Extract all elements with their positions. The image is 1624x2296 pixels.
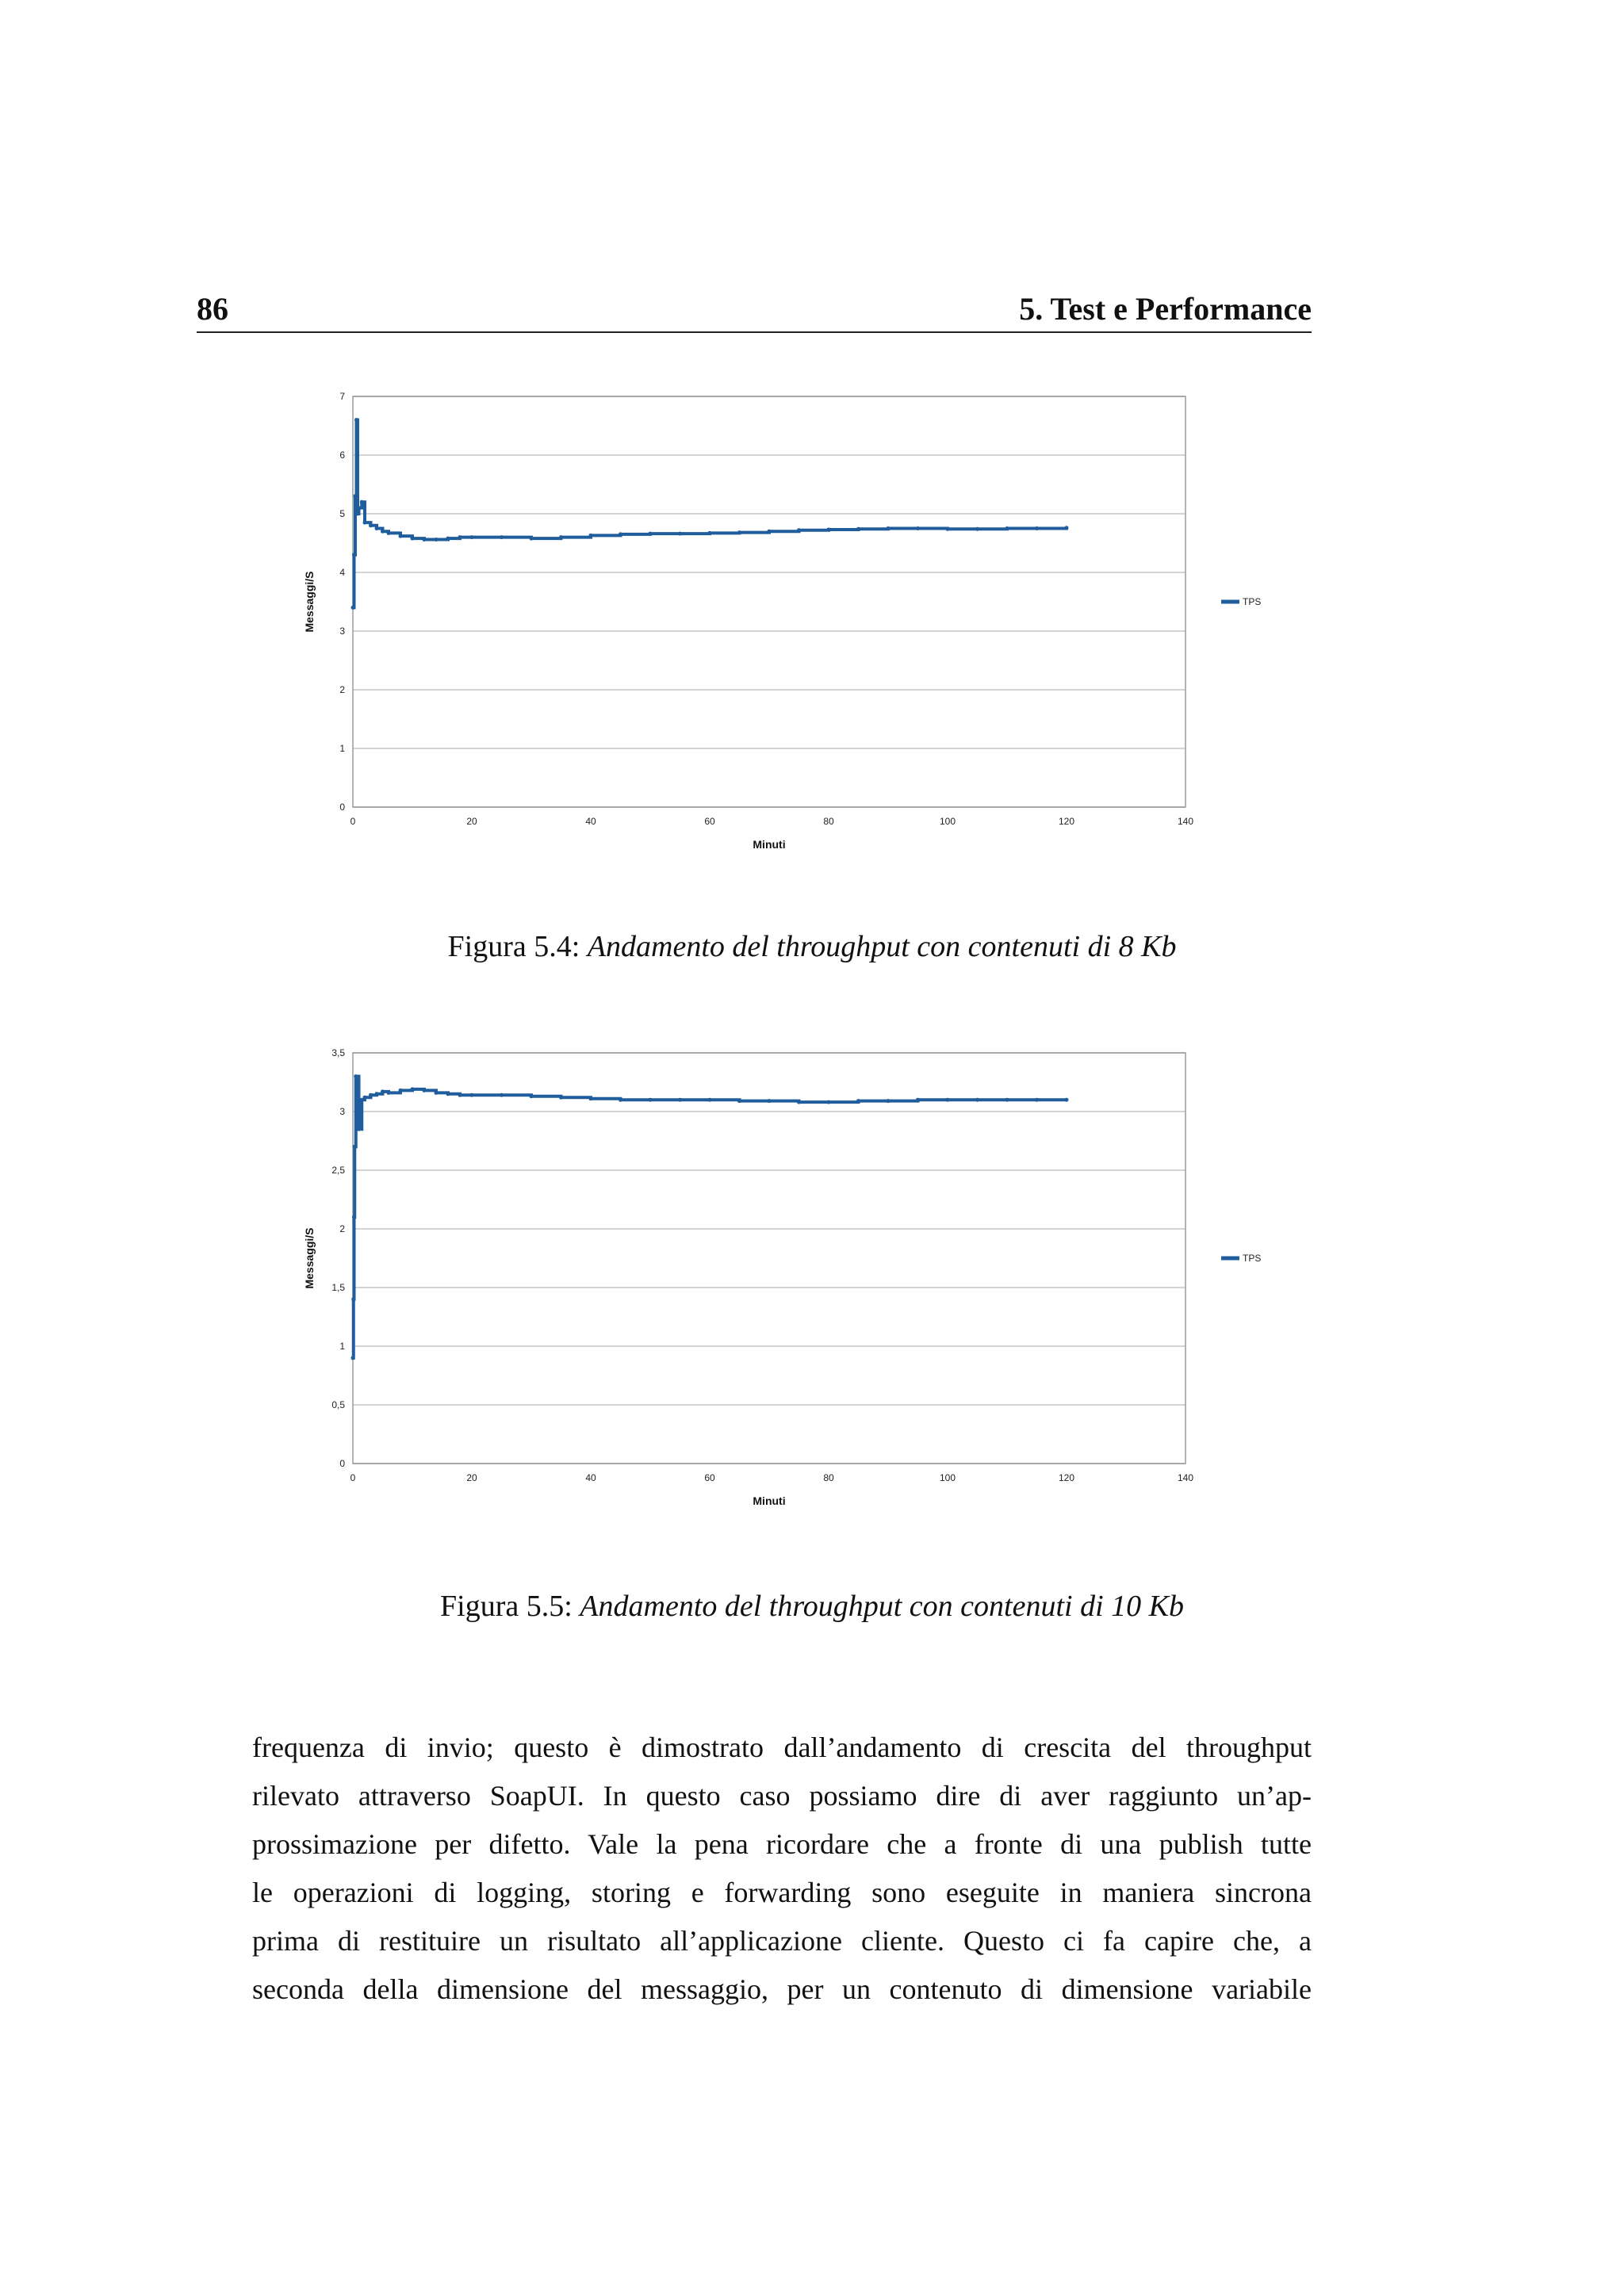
x-tick-label: 20 [466,1472,477,1483]
y-tick-label: 7 [339,391,345,402]
data-point [351,606,355,610]
header-rule [197,331,1312,333]
data-point [446,537,450,541]
data-point [411,1087,415,1091]
data-point [856,1099,860,1103]
y-tick-label: 0 [339,1458,345,1469]
data-point [946,527,950,531]
y-tick-label: 1 [339,1341,345,1352]
data-point [649,532,653,536]
data-point [1005,526,1009,530]
x-tick-label: 0 [350,1472,356,1483]
body-line: frequenza di invio; questo è dimostrato dall’andamento di crescita del throughput [252,1732,1312,1763]
data-point [708,531,712,535]
data-point [381,1089,385,1093]
data-point [1065,526,1069,530]
data-point [530,1094,534,1098]
data-point [530,537,534,541]
data-point [1005,1098,1009,1102]
chapter-title: 5. Test e Performance [1019,291,1312,327]
caption-text: Andamento del throughput con contenuti di 10 Kb [580,1590,1184,1623]
y-tick-label: 2,5 [331,1165,345,1176]
page-number: 86 [197,291,228,327]
data-point [678,1098,682,1102]
data-point [589,534,593,538]
data-point [827,527,831,531]
data-point [399,534,403,538]
figure-caption-5-5 [0,1589,1624,1624]
data-point [423,538,427,541]
y-tick-label: 3,5 [331,1047,345,1058]
data-point [649,1098,653,1102]
y-axis-label: Messaggi/S [303,1227,316,1289]
y-tick-label: 6 [339,450,345,461]
data-point [887,1099,891,1103]
y-tick-label: 1 [339,743,345,754]
data-point [619,532,622,536]
x-tick-label: 100 [939,1472,956,1483]
body-paragraph [252,1724,1312,2014]
data-point [1035,526,1039,530]
data-point [354,418,358,422]
x-tick-label: 40 [585,1472,596,1483]
data-point [916,526,920,530]
data-point [446,1092,450,1096]
data-point [589,1096,593,1100]
data-point [357,1127,361,1131]
x-tick-label: 140 [1177,816,1194,827]
y-tick-label: 4 [339,567,345,578]
chart-throughput-8kb [285,381,1316,888]
x-tick-label: 60 [704,1472,715,1483]
data-point [1065,1098,1069,1102]
data-point [423,1089,427,1093]
data-point [470,1093,474,1097]
data-point [737,1099,741,1103]
series-line-tps [353,1077,1067,1358]
data-point [678,532,682,536]
body-line: prima di restituire un risultato all’applicazione cliente. Questo ci fa capire che, a [252,1925,1312,1957]
plot-area [353,1053,1185,1464]
data-point [360,500,364,504]
x-tick-label: 40 [585,816,596,827]
data-point [768,1099,772,1103]
data-point [1035,1098,1039,1102]
data-point [500,1093,504,1097]
data-point [708,1098,712,1102]
y-tick-label: 2 [339,1223,345,1234]
y-tick-label: 1,5 [331,1282,345,1293]
data-point [351,1297,355,1301]
figure-caption-5-4 [0,929,1624,964]
data-point [411,537,415,541]
data-point [975,527,979,531]
data-point [827,1100,831,1104]
x-tick-label: 20 [466,816,477,827]
x-tick-label: 0 [350,816,356,827]
data-point [369,523,373,527]
x-axis-label: Minuti [753,838,786,851]
y-tick-label: 0 [339,802,345,813]
data-point [375,526,379,530]
y-tick-label: 3 [339,1106,345,1117]
y-axis-label: Messaggi/S [303,571,316,633]
data-point [975,1098,979,1102]
legend-label: TPS [1243,596,1262,607]
data-point [353,1145,357,1149]
data-point [363,1096,367,1100]
data-point [387,1091,391,1095]
y-tick-label: 2 [339,684,345,695]
data-point [916,1098,920,1102]
data-point [399,1089,403,1093]
data-point [352,1215,356,1219]
caption-label: Figura 5.4: [447,930,580,963]
data-point [363,521,367,525]
data-point [352,553,356,557]
legend-label: TPS [1243,1253,1262,1264]
data-point [797,1100,801,1104]
caption-text: Andamento del throughput con contenuti di 8 Kb [587,930,1177,963]
x-tick-label: 100 [939,816,956,827]
data-point [458,535,462,539]
data-point [387,531,391,535]
data-point [737,530,741,534]
x-tick-label: 120 [1058,816,1075,827]
data-point [351,1356,355,1360]
data-point [435,538,439,541]
body-line: prossimazione per difetto. Vale la pena ricordare che a fronte di una publish tutte [252,1828,1312,1860]
data-point [559,1096,563,1100]
body-line: seconda della dimensione del messaggio, per un contenuto di dimensione variabile [252,1973,1312,2005]
data-point [354,494,358,498]
data-point [375,1092,379,1096]
data-point [357,506,361,510]
x-tick-label: 80 [823,1472,834,1483]
x-tick-label: 120 [1058,1472,1075,1483]
plot-area [353,396,1185,807]
data-point [797,528,801,532]
x-axis-label: Minuti [753,1494,786,1507]
data-point [856,527,860,531]
data-point [887,526,891,530]
data-point [435,1091,439,1095]
chart-throughput-10kb [285,1037,1316,1544]
data-point [768,530,772,534]
data-point [500,535,504,539]
x-tick-label: 80 [823,816,834,827]
data-point [356,512,360,516]
body-line: rilevato attraverso SoapUI. In questo caso possiamo dire di aver raggiunto un’ap- [252,1780,1312,1812]
y-tick-label: 3 [339,626,345,637]
data-point [470,535,474,539]
data-point [619,1098,622,1102]
x-tick-label: 140 [1177,1472,1194,1483]
data-point [369,1093,373,1097]
data-point [381,530,385,534]
data-point [559,535,563,539]
data-point [354,1074,358,1078]
data-point [458,1093,462,1097]
body-line: le operazioni di logging, storing e forwarding sono eseguite in maniera sincrona [252,1877,1312,1908]
data-point [946,1098,950,1102]
caption-label: Figura 5.5: [440,1590,573,1623]
x-tick-label: 60 [704,816,715,827]
y-tick-label: 0,5 [331,1399,345,1410]
y-tick-label: 5 [339,508,345,519]
